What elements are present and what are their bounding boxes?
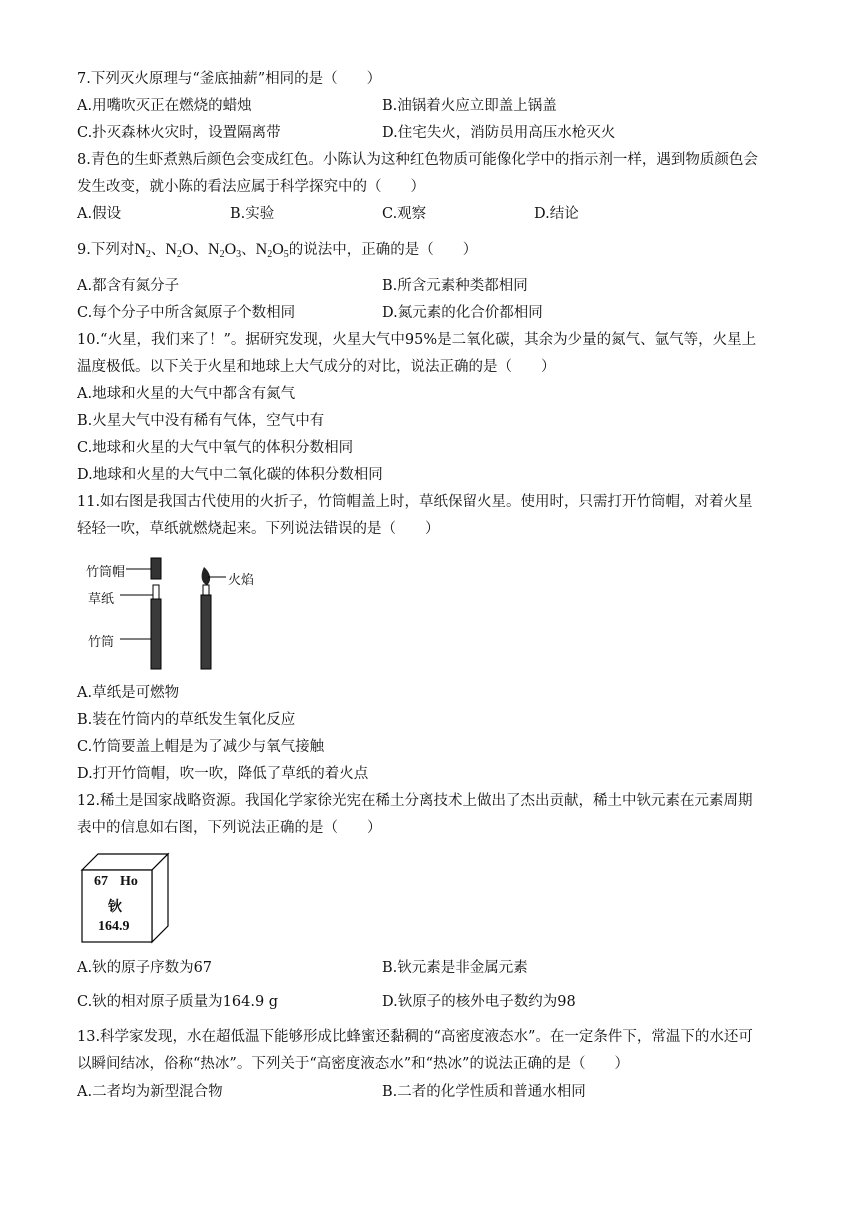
q12-option-b: B.钬元素是非金属元素 [382, 960, 528, 976]
bamboo-cap [151, 558, 161, 579]
q8-option-b: B.实验 [230, 206, 275, 222]
q11-stem-line1: 11.如右图是我国古代使用的火折子，竹筒帽盖上时，草纸保留火星。使用时，只需打开竹筒帽，对着火星 [77, 494, 753, 510]
q10-option-b: B.火星大气中没有稀有气体，空气中有 [77, 413, 325, 429]
formula-n2: $N_2$ [134, 241, 151, 260]
q11-option-d: D.打开竹筒帽，吹一吹，降低了草纸的着火点 [77, 766, 369, 782]
q9-sep-3: 、 [241, 242, 256, 258]
q11-option-b: B.装在竹筒内的草纸发生氧化反应 [77, 712, 296, 728]
atomic-mass: 164.9 [98, 919, 130, 934]
q9-option-b: B.所含元素种类都相同 [382, 278, 528, 294]
q11-option-c: C.竹筒要盖上帽是为了减少与氧气接触 [77, 739, 325, 755]
bamboo-tube-right [201, 595, 211, 669]
q10-stem-line2: 温度极低。以下关于火星和地球上大气成分的对比，说法正确的是（ ） [77, 359, 556, 375]
q7-stem: 7.下列灭火原理与“釜底抽薪”相同的是（ ） [77, 71, 382, 87]
q12-option-a: A.钬的原子序数为67 [77, 960, 213, 976]
periodic-cell-figure [80, 852, 170, 944]
formula-n2o: $N_2O$ [165, 241, 194, 260]
q8-stem-line1: 8.青色的生虾煮熟后颜色会变成红色。小陈认为这种红色物质可能像化学中的指示剂一样，遇到物质颜色会 [77, 152, 758, 168]
q12-stem-line1: 12.稀土是国家战略资源。我国化学家徐光宪在稀土分离技术上做出了杰出贡献，稀土中钬元素在元素周期 [77, 793, 753, 809]
q8-option-d: D.结论 [534, 206, 579, 222]
q11-stem-line2: 轻轻一吹，草纸就燃烧起来。下列说法错误的是（ ） [77, 521, 440, 537]
q9-suffix: 的说法中，正确的是（ ） [288, 242, 478, 258]
q10-option-c: C.地球和火星的大气中氧气的体积分数相同 [77, 440, 354, 456]
cube-side-face [152, 854, 168, 942]
q12-option-c: C.钬的相对原子质量为164.9 g [77, 994, 279, 1010]
q8-stem-line2: 发生改变，就小陈的看法应属于科学探究中的（ ） [77, 179, 425, 195]
q9-stem [77, 240, 477, 260]
label-flame: 火焰 [228, 573, 255, 588]
q7-option-d: D.住宅失火，消防员用高压水枪灭火 [382, 125, 616, 141]
q8-option-a: A.假设 [77, 206, 122, 222]
q9-option-c: C.每个分子中所含氮原子个数相同 [77, 305, 296, 321]
formula-n2o3: $N_2O_3$ [208, 241, 242, 260]
q13-option-b: B.二者的化学性质和普通水相同 [382, 1084, 586, 1100]
q9-option-a: A.都含有氮分子 [77, 278, 180, 294]
q10-option-d: D.地球和火星的大气中二氧化碳的体积分数相同 [77, 467, 383, 483]
q9-option-d: D.氮元素的化合价都相同 [382, 305, 543, 321]
q10-option-a: A.地球和火星的大气中都含有氮气 [77, 386, 296, 402]
label-bamboo-tube: 竹筒 [88, 635, 115, 650]
q13-option-a: A.二者均为新型混合物 [77, 1084, 223, 1100]
q8-option-c: C.观察 [382, 206, 427, 222]
fire-starter-figure [80, 555, 270, 675]
q11-option-a: A.草纸是可燃物 [77, 685, 180, 701]
q9-prefix: 9.下列对 [77, 242, 135, 258]
q7-option-c: C.扑灭森林火灾时，设置隔离带 [77, 125, 281, 141]
q9-sep-2: 、 [193, 242, 209, 258]
atomic-number: 67 [94, 874, 108, 889]
formula-n2o5: $N_2O_5$ [255, 241, 289, 260]
q9-sep-1: 、 [150, 242, 166, 258]
element-symbol: Ho [120, 874, 138, 889]
q7-option-a: A.用嘴吹灭正在燃烧的蜡烛 [77, 98, 252, 114]
label-grass-paper: 草纸 [88, 592, 115, 607]
q12-stem-line2: 表中的信息如右图，下列说法正确的是（ ） [77, 820, 382, 836]
q13-stem-line1: 13.科学家发现，水在超低温下能够形成比蜂蜜还黏稠的“高密度液态水”。在一定条件下，常温下的水还可 [77, 1029, 753, 1045]
q10-stem-line1: 10.“火星，我们来了！”。据研究发现，火星大气中95%是二氧化碳，其余为少量的氮气、氩气等，火星上 [77, 332, 757, 348]
q12-option-d: D.钬原子的核外电子数约为98 [382, 994, 576, 1010]
bamboo-tube-left [151, 599, 161, 669]
element-name: 钬 [108, 899, 122, 915]
flame-icon [202, 567, 211, 585]
label-bamboo-cap: 竹筒帽 [86, 565, 126, 580]
q7-option-b: B.油锅着火应立即盖上锅盖 [382, 98, 557, 114]
q13-stem-line2: 以瞬间结冰，俗称“热冰”。下列关于“高密度液态水”和“热冰”的说法正确的是（ ） [77, 1056, 629, 1072]
